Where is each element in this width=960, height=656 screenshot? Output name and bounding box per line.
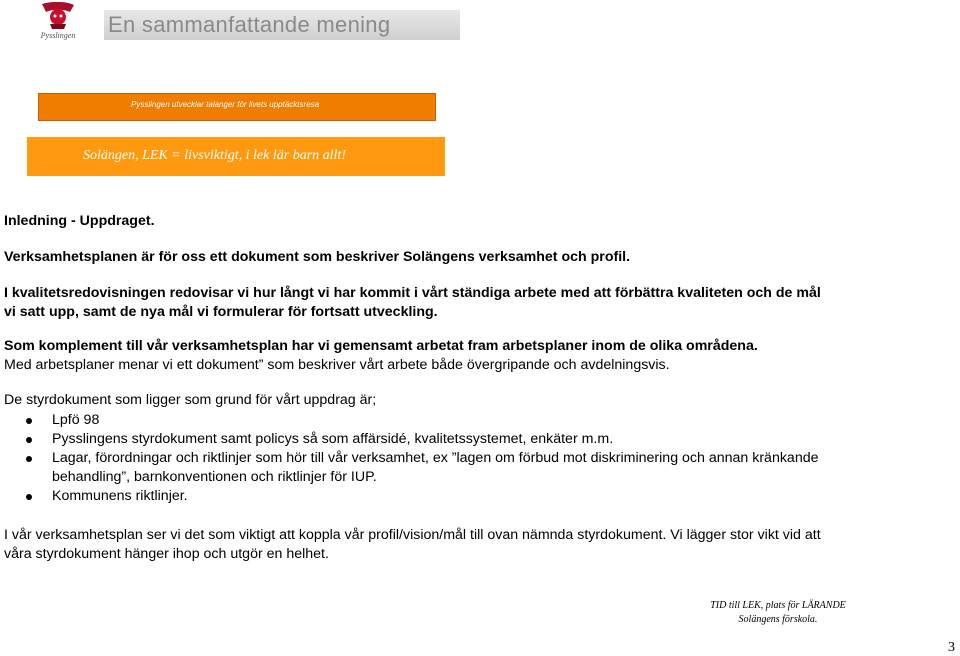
list-item-continuation: behandling”, barnkonventionen och riktlinjer för IUP.	[52, 469, 377, 485]
bullet-icon	[26, 456, 32, 462]
heading-plan: Verksamhetsplanen är för oss ett dokument som beskriver Solängens verksamhet och profil.	[4, 249, 631, 265]
paragraph-workplans-bold: Som komplement till vår verksamhetsplan har vi gemensamt arbetat fram arbetsplaner inom de olika områdena.	[4, 338, 758, 354]
bullet-icon	[26, 494, 32, 500]
paragraph-workplans: Med arbetsplaner menar vi ett dokument” som beskriver vårt arbete både övergripande och avdelningsvis.	[4, 357, 670, 373]
list-intro: De styrdokument som ligger som grund för vårt uppdrag är;	[4, 392, 377, 408]
footer-line1: TID till LEK, plats för LÄRANDE	[710, 600, 846, 611]
closing-paragraph-2: våra styrdokument hänger ihop och utgör en helhet.	[4, 546, 329, 562]
bullet-icon	[26, 418, 32, 424]
footer	[680, 599, 876, 627]
motto-text: Solängen, LEK = livsviktigt, i lek lär barn allt!	[83, 148, 346, 163]
paragraph-quality-1: I kvalitetsredovisningen redovisar vi hur långt vi har kommit i vårt ständiga arbete med att förbättra kvaliteten och de mål	[4, 285, 821, 301]
slogan-text: Pysslingen utvecklar talanger för livets upptäcktsresa	[131, 100, 320, 109]
bullet-icon	[26, 437, 32, 443]
list-item: Lpfö 98	[52, 412, 100, 428]
slogan-banner	[38, 93, 436, 121]
page-number: 3	[948, 640, 955, 655]
footer-line2: Solängens förskola.	[738, 614, 818, 625]
motto-banner	[27, 137, 445, 176]
closing-paragraph-1: I vår verksamhetsplan ser vi det som viktigt att koppla vår profil/vision/mål till ovan nämnda styrdokument. Vi lägger stor vikt vid att	[4, 527, 821, 543]
paragraph-quality-2: vi satt upp, samt de nya mål vi formulerar för fortsatt utveckling.	[4, 304, 438, 320]
heading-intro: Inledning - Uppdraget.	[4, 213, 155, 229]
list-item: Kommunens riktlinjer.	[52, 488, 188, 504]
logo-text: Pysslingen	[40, 31, 76, 40]
page-title: En sammanfattande mening	[104, 10, 460, 40]
list-item: Lagar, förordningar och riktlinjer som hör till vår verksamhet, ex ”lagen om förbud mot diskriminering och annan kränkande	[52, 450, 819, 466]
pysslingen-logo	[30, 2, 86, 40]
list-item: Pysslingens styrdokument samt policys så som affärsidé, kvalitetssystemet, enkäter m.m.	[52, 431, 614, 447]
